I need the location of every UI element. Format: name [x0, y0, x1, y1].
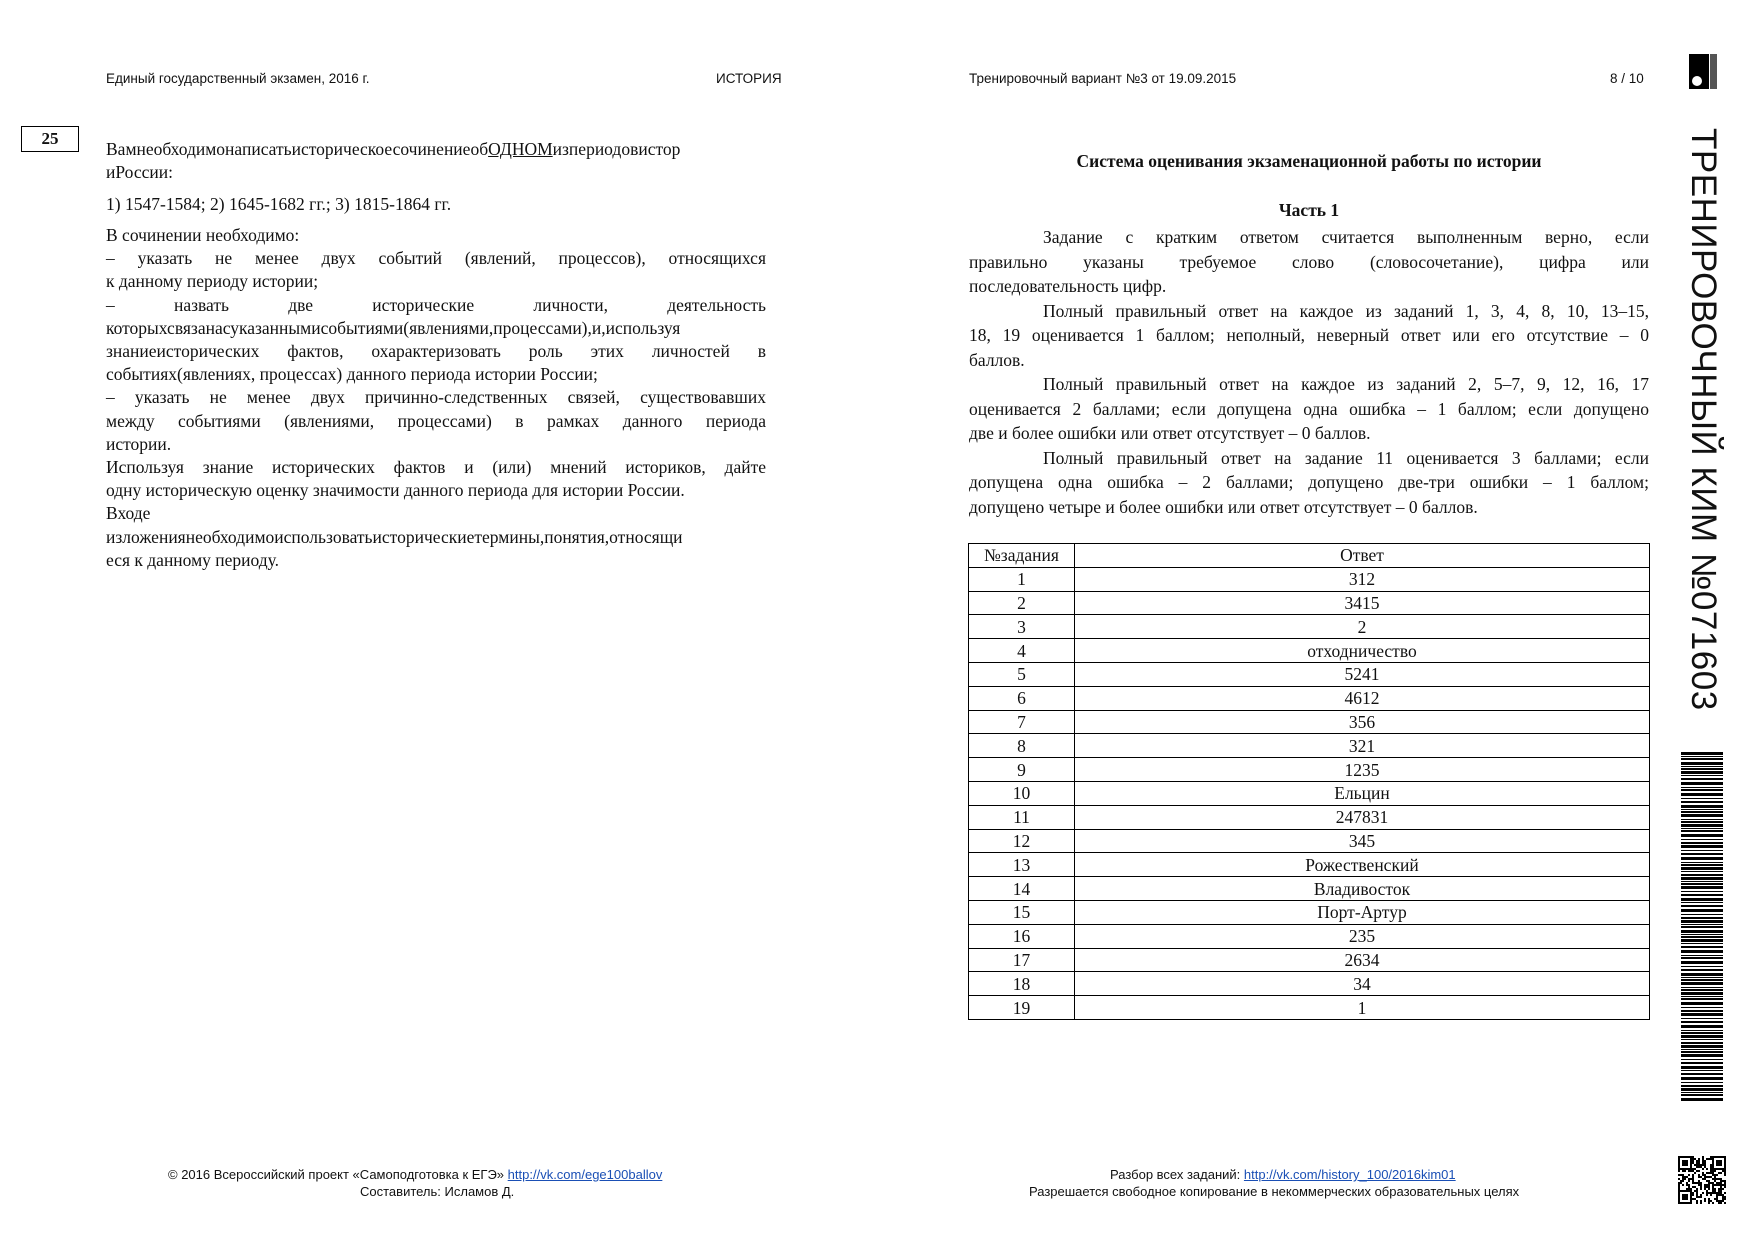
barcode-bar	[1681, 805, 1723, 808]
barcode-bar	[1681, 839, 1723, 840]
table-header-row	[969, 544, 1650, 568]
task-line: которыхсвязанасуказаннымисобытиями(явлениями,процессами),и,используя	[106, 317, 681, 338]
table-row	[969, 924, 1650, 948]
table-row	[969, 900, 1650, 924]
task-line: В сочинении необходимо:	[106, 225, 300, 245]
answer-cell: 345	[1075, 829, 1650, 853]
vertical-kim-title: ТРЕНИРОВОЧНЫЙ КИМ №071603	[1684, 128, 1723, 711]
analysis-label: Разбор всех заданий:	[1110, 1167, 1241, 1182]
barcode-bar	[1681, 886, 1723, 889]
barcode-bar	[1681, 898, 1723, 901]
task-text: Вамнеобходимонаписатьисторическоесочинениеоб	[106, 139, 489, 159]
task-line: знаниеисторических фактов, охарактеризовать роль этих личностей в	[106, 341, 766, 361]
table-row	[969, 805, 1650, 829]
table-row	[969, 615, 1650, 639]
table-row	[969, 781, 1650, 805]
task-emphasis: ОДНОМ	[488, 139, 553, 159]
barcode-bar	[1681, 930, 1723, 933]
answer-cell: 34	[1075, 972, 1650, 996]
scoring-line: допущено четыре и более ошибки или ответ отсутствует – 0 баллов.	[969, 496, 1478, 517]
answer-cell: 235	[1075, 924, 1650, 948]
barcode-bar	[1681, 894, 1723, 896]
task-line: Входе	[106, 503, 151, 524]
barcode-bar	[1681, 917, 1723, 919]
barcode-bar	[1681, 1035, 1723, 1038]
analysis-link[interactable]: http://vk.com/history_100/2016kim01	[1243, 1167, 1456, 1182]
barcode-bar	[1681, 782, 1723, 785]
task-line: иРоссии:	[106, 162, 173, 182]
table-row	[969, 591, 1650, 615]
barcode-bar	[1681, 1070, 1723, 1071]
task-number-cell: 1	[969, 567, 1075, 591]
barcode-bar	[1681, 1018, 1723, 1019]
logo-icon	[1689, 54, 1717, 89]
task-number-cell: 12	[969, 829, 1075, 853]
answer-cell: Ельцин	[1075, 781, 1650, 805]
scoring-title: Система оценивания экзаменационной работы по истории	[1076, 151, 1542, 171]
answer-cell: Порт-Артур	[1075, 900, 1650, 924]
table-row	[969, 686, 1650, 710]
barcode-bar	[1681, 814, 1723, 817]
scoring-line: Задание с кратким ответом считается выполненным верно, если	[1043, 227, 1649, 247]
task-number-cell: 2	[969, 591, 1075, 615]
answer-cell: 2	[1075, 615, 1650, 639]
table-row	[969, 758, 1650, 782]
barcode-bar	[1681, 996, 1723, 997]
scoring-line: правильно указаны требуемое слово (словосочетание), цифра или	[969, 251, 1649, 272]
barcode-bar	[1681, 758, 1723, 760]
barcode-bar	[1681, 902, 1723, 903]
barcode-bar	[1681, 824, 1723, 827]
header-subject: ИСТОРИЯ	[716, 71, 782, 86]
scoring-line: две и более ошибки или ответ отсутствует – 0 баллов.	[969, 423, 1371, 443]
barcode-bar	[1681, 853, 1723, 855]
footer-copyright	[168, 1167, 662, 1182]
barcode-bar	[1681, 1030, 1723, 1031]
task-number-cell: 6	[969, 686, 1075, 710]
barcode-bar	[1681, 793, 1723, 796]
table-row	[969, 853, 1650, 877]
barcode-bar	[1681, 1077, 1723, 1080]
task-number-cell: 16	[969, 924, 1075, 948]
barcode-bar	[1681, 1007, 1723, 1008]
barcode-bar	[1681, 1066, 1723, 1069]
table-row	[969, 972, 1650, 996]
barcode-bar	[1681, 798, 1723, 799]
barcode-bar	[1681, 1032, 1723, 1034]
barcode-bar	[1681, 957, 1723, 959]
header-page-number: 8 / 10	[1610, 71, 1644, 86]
answer-cell: 356	[1075, 710, 1650, 734]
barcode-bar	[1681, 977, 1723, 978]
barcode-bar	[1681, 891, 1723, 892]
scoring-line: Полный правильный ответ на каждое из заданий 1, 3, 4, 8, 10, 13–15,	[1043, 300, 1649, 321]
barcode-bar	[1681, 982, 1723, 985]
barcode-bar	[1681, 1049, 1723, 1050]
answer-cell: 1235	[1075, 758, 1650, 782]
task-number-cell: 19	[969, 996, 1075, 1020]
barcode-bar	[1681, 987, 1723, 988]
task-number-cell: 4	[969, 639, 1075, 663]
column-header-task: №задания	[969, 544, 1075, 568]
barcode-bar	[1681, 950, 1723, 953]
barcode-bar	[1681, 943, 1723, 944]
task-number-cell: 3	[969, 615, 1075, 639]
barcode-bar	[1681, 864, 1723, 866]
task-number-cell: 15	[969, 900, 1075, 924]
task-number-cell: 14	[969, 877, 1075, 901]
barcode-bar	[1681, 845, 1723, 848]
task-number-cell: 11	[969, 805, 1075, 829]
answer-cell: 5241	[1075, 662, 1650, 686]
barcode-bar	[1681, 771, 1723, 774]
barcode-bar	[1681, 834, 1723, 837]
footer-license: Разрешается свободное копирование в некоммерческих образовательных целях	[1029, 1184, 1520, 1199]
task-line: – указать не менее двух причинно-следственных связей, существовавших	[106, 387, 766, 408]
barcode-bar	[1681, 966, 1723, 967]
task-line: – назвать две исторические личности, деятельность	[106, 294, 766, 315]
barcode-bar	[1681, 789, 1723, 791]
barcode-bar	[1681, 811, 1723, 813]
copyright-text: © 2016 Всероссийский проект «Самоподготовка к ЕГЭ»	[168, 1167, 505, 1182]
barcode-bar	[1681, 998, 1723, 1000]
barcode-bar	[1681, 883, 1723, 885]
barcode-bar	[1681, 909, 1723, 912]
barcode-bar	[1681, 1021, 1723, 1023]
part-heading: Часть 1	[1278, 200, 1340, 220]
barcode-bar	[1681, 819, 1723, 820]
answer-cell: 321	[1075, 734, 1650, 758]
barcode-bar	[1681, 969, 1723, 971]
barcode-bar	[1681, 1085, 1723, 1087]
answer-cell: отходничество	[1075, 639, 1650, 663]
task-number-cell: 10	[969, 781, 1075, 805]
barcode-bar	[1681, 936, 1723, 938]
barcode-bar	[1681, 756, 1723, 757]
barcode-bar	[1681, 973, 1723, 976]
scoring-line: баллов.	[969, 349, 1025, 370]
task-number-cell: 9	[969, 758, 1075, 782]
barcode-bar	[1681, 857, 1723, 860]
barcode-bar	[1681, 752, 1723, 755]
barcode-bar	[1681, 924, 1723, 925]
barcode-bar	[1681, 821, 1723, 823]
barcode-bar	[1681, 881, 1723, 882]
task-line: – указать не менее двух событий (явлений, процессов), относящихся	[106, 248, 766, 269]
scoring-line: последовательность цифр.	[969, 276, 1167, 296]
barcode-bar	[1681, 862, 1723, 863]
table-row	[969, 710, 1650, 734]
barcode-bar	[1681, 926, 1723, 928]
task-number-cell: 8	[969, 734, 1075, 758]
task-line: событиях(явлениях, процессах) данного периода истории России;	[106, 364, 598, 385]
barcode-bar	[1681, 809, 1723, 810]
table-row	[969, 877, 1650, 901]
table-row	[969, 829, 1650, 853]
qr-code-icon	[1678, 1156, 1726, 1204]
header-exam-title: Единый государственный экзамен, 2016 г.	[106, 71, 370, 86]
task-number-cell: 18	[969, 972, 1075, 996]
task-number-cell: 17	[969, 948, 1075, 972]
barcode-bar	[1681, 830, 1723, 832]
barcode-bar	[1681, 842, 1723, 844]
barcode-bar	[1681, 955, 1723, 956]
answers-table	[968, 543, 1650, 1020]
barcode-bar	[1681, 979, 1723, 981]
answer-cell: 1	[1075, 996, 1650, 1020]
barcode-bar	[1681, 768, 1723, 770]
task-number-cell: 13	[969, 853, 1075, 877]
answer-cell: 2634	[1075, 948, 1650, 972]
answer-cell: 247831	[1075, 805, 1650, 829]
barcode-bar	[1681, 1039, 1723, 1040]
header-variant: Тренировочный вариант №3 от 19.09.2015	[969, 71, 1237, 86]
barcode-bar	[1681, 1059, 1723, 1060]
answer-cell: Рожественский	[1075, 853, 1650, 877]
barcode-bar	[1681, 850, 1723, 851]
table-row	[969, 567, 1650, 591]
task-line: одну историческую оценку значимости данного периода для истории России.	[106, 480, 685, 501]
barcode-bar	[1681, 1073, 1723, 1075]
answer-cell: Владивосток	[1075, 877, 1650, 901]
barcode-bar	[1681, 874, 1723, 876]
scoring-line: оценивается 2 баллами; если допущена одна ошибка – 1 баллом; если допущено	[969, 398, 1649, 419]
task-line: к данному периоду истории;	[106, 271, 319, 292]
barcode-icon	[1681, 752, 1723, 1102]
scoring-line: Полный правильный ответ на каждое из заданий 2, 5–7, 9, 12, 16, 17	[1043, 374, 1649, 394]
barcode-bar	[1681, 1042, 1723, 1044]
barcode-bar	[1681, 1025, 1723, 1028]
answer-cell: 4612	[1075, 686, 1650, 710]
barcode-bar	[1681, 914, 1723, 915]
barcode-bar	[1681, 1054, 1723, 1057]
barcode-bar	[1681, 989, 1723, 991]
barcode-bar	[1681, 961, 1723, 964]
task-line: еся к данному периоду.	[106, 549, 280, 570]
barcode-bar	[1681, 1088, 1723, 1091]
answer-cell: 312	[1075, 567, 1650, 591]
task-line	[106, 138, 766, 160]
task-line: изложениянеобходимоиспользоватьисторическиетермины,понятия,относящи	[106, 526, 683, 547]
task-number-cell: 7	[969, 710, 1075, 734]
barcode-bar	[1681, 1010, 1723, 1012]
scoring-line: Полный правильный ответ на задание 11 оценивается 3 баллами; если	[1043, 447, 1649, 468]
barcode-bar	[1681, 801, 1723, 803]
barcode-bar	[1681, 1098, 1723, 1101]
barcode-bar	[1681, 867, 1723, 870]
table-row	[969, 639, 1650, 663]
barcode-bar	[1681, 766, 1723, 767]
task-line: истории.	[106, 433, 172, 454]
barcode-bar	[1681, 778, 1723, 780]
task-number-box: 25	[21, 126, 79, 152]
barcode-bar	[1681, 934, 1723, 935]
column-header-answer: Ответ	[1075, 544, 1650, 568]
barcode-bar	[1681, 1062, 1723, 1064]
barcode-bar	[1681, 871, 1723, 872]
barcode-bar	[1681, 775, 1723, 776]
scoring-line: 18, 19 оценивается 1 баллом; неполный, неверный ответ или его отсутствие – 0	[969, 325, 1649, 345]
table-row	[969, 662, 1650, 686]
barcode-bar	[1681, 920, 1723, 923]
answer-cell: 3415	[1075, 591, 1650, 615]
barcode-bar	[1681, 1051, 1723, 1053]
barcode-bar	[1681, 828, 1723, 829]
barcode-bar	[1681, 1045, 1723, 1048]
task-text: изпериодовистор	[552, 139, 681, 159]
barcode-bar	[1681, 1094, 1723, 1096]
table-row	[969, 996, 1650, 1020]
barcode-bar	[1681, 877, 1723, 880]
barcode-bar	[1681, 946, 1723, 948]
barcode-bar	[1681, 1082, 1723, 1083]
barcode-bar	[1681, 992, 1723, 995]
scoring-line: допущена одна ошибка – 2 баллами; допущено две-три ошибки – 1 баллом;	[969, 472, 1649, 492]
barcode-bar	[1681, 1013, 1723, 1016]
table-row	[969, 734, 1650, 758]
barcode-bar	[1681, 787, 1723, 788]
barcode-bar	[1681, 1092, 1723, 1093]
barcode-bar	[1681, 939, 1723, 942]
footer-analysis	[1110, 1167, 1456, 1182]
task-line: между событиями (явлениями, процессами) в рамках данного периода	[106, 410, 766, 431]
table-row	[969, 948, 1650, 972]
footer-author: Составитель: Исламов Д.	[360, 1184, 515, 1199]
task-periods: 1) 1547-1584; 2) 1645-1682 гг.; 3) 1815-1864 гг.	[106, 194, 452, 214]
barcode-bar	[1681, 762, 1723, 765]
task-number-cell: 5	[969, 662, 1075, 686]
barcode-bar	[1681, 905, 1723, 907]
project-link[interactable]: http://vk.com/ege100ballov	[507, 1167, 663, 1182]
barcode-bar	[1681, 1002, 1723, 1005]
task-line: Используя знание исторических фактов и (или) мнений историков, дайте	[106, 457, 766, 477]
